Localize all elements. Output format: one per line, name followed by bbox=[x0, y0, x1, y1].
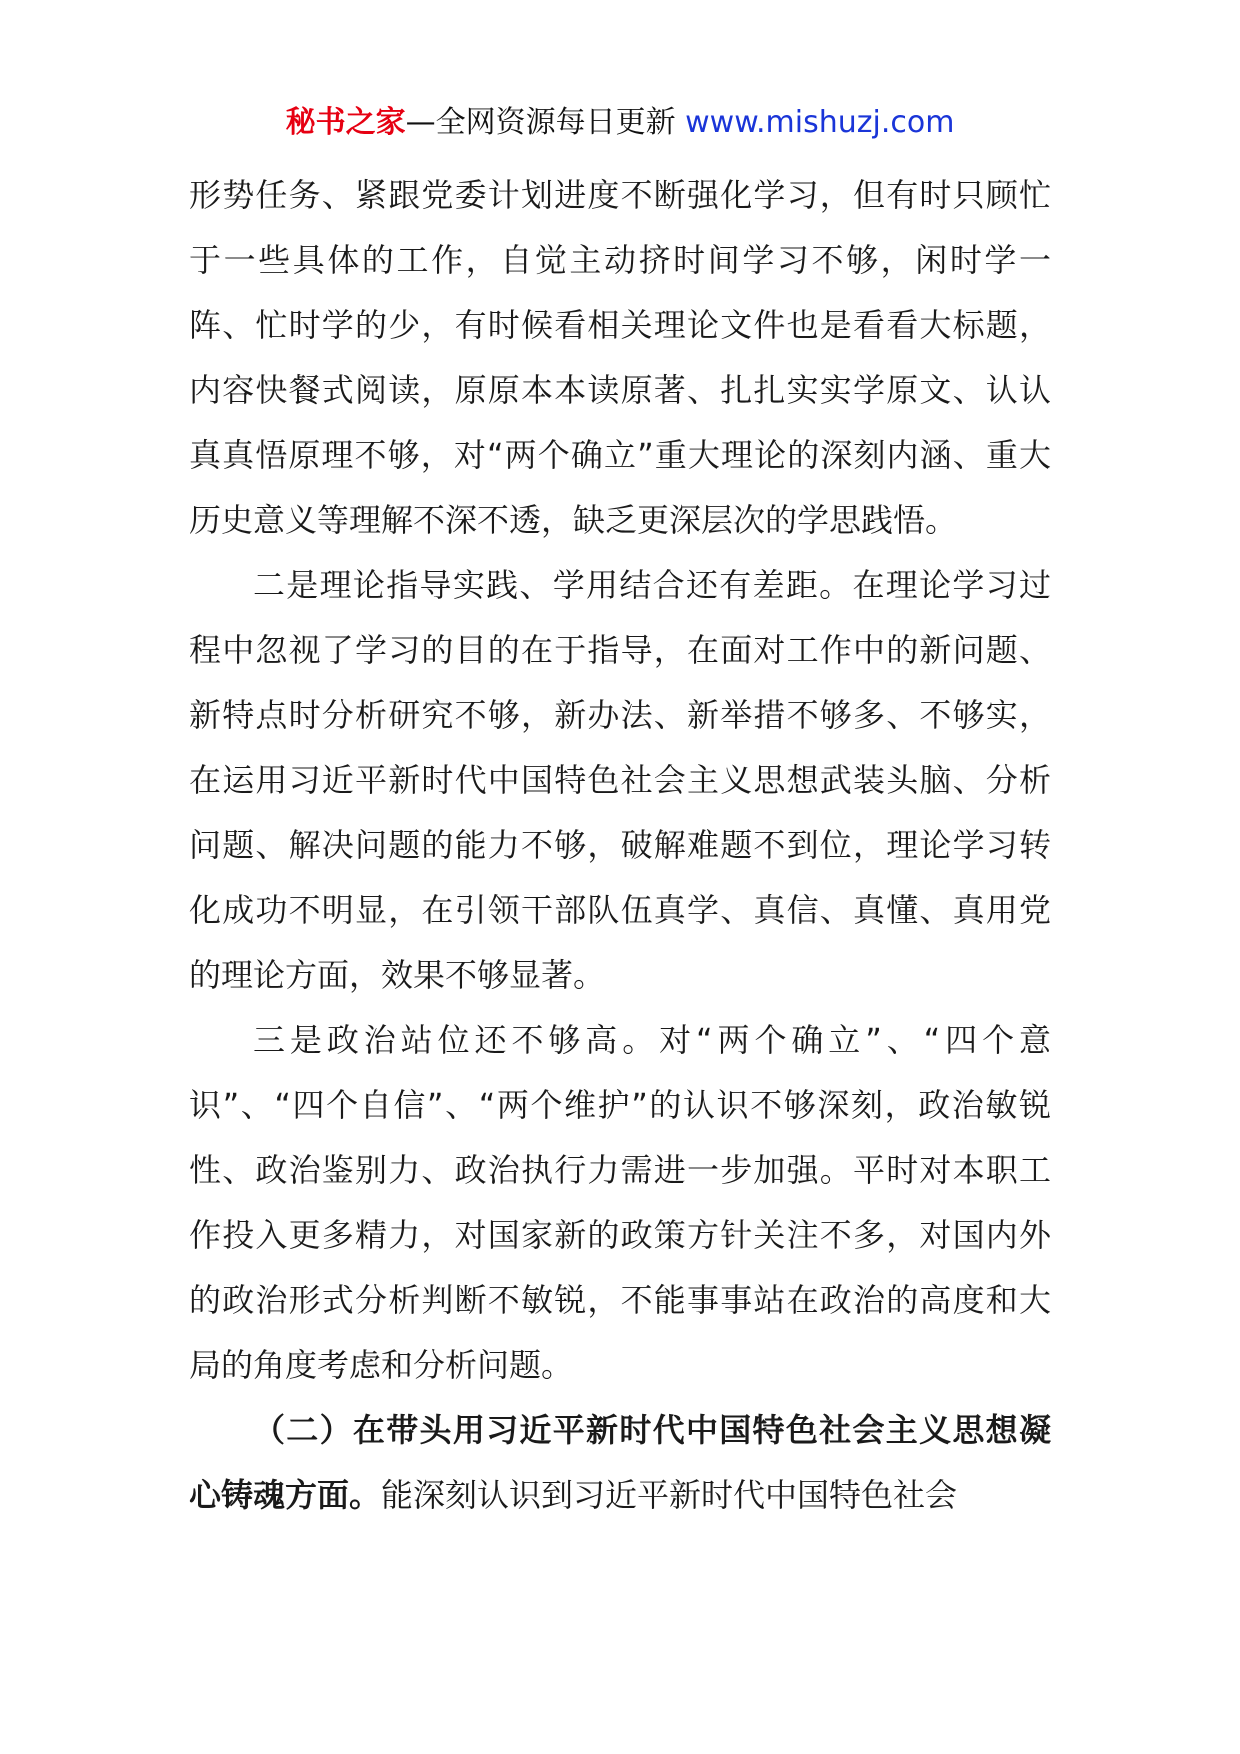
paragraph-point-two: 二是理论指导实践、学用结合还有差距。在理论学习过程中忽视了学习的目的在于指导，在面对工作中的新问题、新特点时分析研究不够，新办法、新举措不够多、不够实，在运用习近平新时代中国特色社会主义思想武装头脑、分析问题、解决问题的能力不够，破解难题不到位，理论学习转化成功不明显，在引领干部队伍真学、真信、真懂、真用党的理论方面，效果不够显著。 bbox=[189, 566, 1051, 994]
site-url-link[interactable]: www.mishuzj.com bbox=[685, 105, 955, 140]
paragraph-section-two bbox=[189, 1398, 1051, 1528]
document-body bbox=[189, 163, 1051, 1528]
site-header bbox=[0, 100, 1240, 146]
site-tagline: —全网资源每日更新 bbox=[405, 105, 676, 140]
site-brand: 秘书之家 bbox=[285, 105, 406, 140]
paragraph-continued: 形势任务、紧跟党委计划进度不断强化学习，但有时只顾忙于一些具体的工作，自觉主动挤时间学习不够，闲时学一阵、忙时学的少，有时候看相关理论文件也是看看大标题，内容快餐式阅读，原原本本读原著、扎扎实实学原文、认认真真悟原理不够，对“两个确立”重大理论的深刻内涵、重大历史意义等理解不深不透，缺乏更深层次的学思践悟。 bbox=[189, 176, 1051, 539]
section-heading: （二）在带头用习近平新时代中国特色社会主义思想凝心铸魂方面。 bbox=[189, 1411, 1051, 1514]
paragraph-point-three: 三是政治站位还不够高。对“两个确立”、“四个意识”、“四个自信”、“两个维护”的认识不够深刻，政治敏锐性、政治鉴别力、政治执行力需进一步加强。平时对本职工作投入更多精力，对国家新的政策方针关注不多，对国内外的政治形式分析判断不敏锐，不能事事站在政治的高度和大局的角度考虑和分析问题。 bbox=[189, 1021, 1051, 1384]
section-text: 能深刻认识到习近平新时代中国特色社会 bbox=[381, 1476, 958, 1514]
